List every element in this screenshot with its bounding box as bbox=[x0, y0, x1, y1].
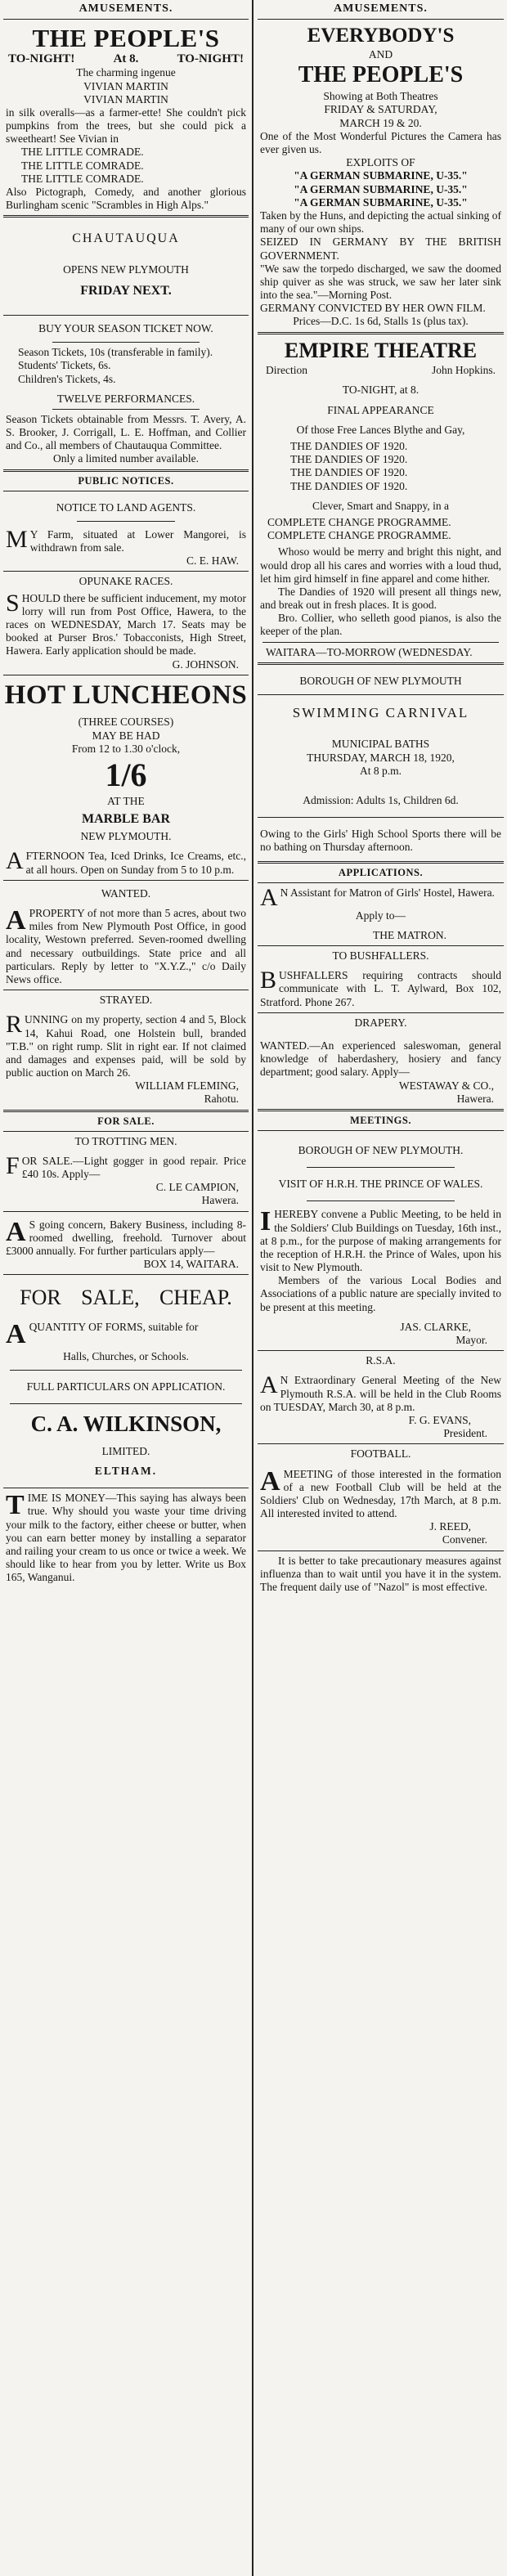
section-header-meetings: MEETINGS. bbox=[349, 1114, 411, 1126]
notice-body: Members of the various Local Bodies and Associations of a public nature are specially invited to be present at this meeting. bbox=[260, 1274, 501, 1313]
notice-title: FOOTBALL. bbox=[350, 1447, 411, 1461]
notice-prince-of-wales bbox=[258, 1131, 504, 1350]
signature: THE MATRON. bbox=[373, 928, 446, 941]
ad-line: FRIDAY & SATURDAY, bbox=[324, 103, 437, 116]
drop-cap: A bbox=[260, 1465, 280, 1497]
ad-title: THE PEOPLE'S bbox=[32, 23, 220, 52]
notice-body: MEETING of those interested in the formation of a new Football Club will be held at the Soldiers' Club on Wednesday, 17th March, at 8 p.m. All interested invited to attend. bbox=[260, 1467, 501, 1520]
ad-body: "We saw the torpedo discharged, we saw the doomed ship quiver as she was struck, we saw her later sink into the sea."—Morning Post. bbox=[260, 262, 501, 302]
ad-swimming-carnival bbox=[258, 665, 504, 861]
tonight-left: TO-NIGHT! bbox=[8, 52, 75, 66]
signature: JAS. CLARKE, bbox=[400, 1320, 471, 1333]
ad-line: OPENS NEW PLYMOUTH bbox=[63, 263, 189, 276]
ad-line: LIMITED. bbox=[101, 1444, 150, 1457]
ad-title-row bbox=[10, 1285, 242, 1310]
ad-line: "A GERMAN SUBMARINE, U-35." bbox=[294, 169, 468, 182]
ad-line: THE DANDIES OF 1920. bbox=[290, 466, 408, 479]
ad-nazol bbox=[258, 1551, 504, 1598]
title-word: SALE, bbox=[81, 1286, 140, 1310]
drop-cap: T bbox=[6, 1490, 25, 1521]
ad-body: IME IS MONEY—This saying has always been true. Why should you waste your time driving your milk to the factory, either cheese or butter, when you can earn better money by installing a separator and railing your cream to us once or twice a week. We should like to hear from you by letter. Write us Box 165, Wanganui. bbox=[6, 1492, 246, 1584]
ad-body: GERMANY CONVICTED BY HER OWN FILM. bbox=[260, 302, 486, 315]
ad-line: THE LITTLE COMRADE. bbox=[21, 172, 144, 185]
tonight-mid: At 8. bbox=[113, 52, 139, 66]
ad-body: OR SALE.—Light gogger in good repair. Price £40 10s. Apply— bbox=[21, 1154, 246, 1181]
ad-body: PROPERTY of not more than 5 acres, about two miles from New Plymouth Post Office, in good locality, Westown preferred. Seven-roomed dwelling and necessary outbuildings. State price and all particulars. Reply by letter to "X.Y.Z.," c/o Daily News office. bbox=[6, 907, 246, 985]
drop-cap: R bbox=[6, 1011, 23, 1039]
ad-title: TO BUSHFALLERS. bbox=[332, 949, 429, 963]
title-word: CHEAP. bbox=[159, 1286, 232, 1310]
notice-title: NOTICE TO LAND AGENTS. bbox=[56, 500, 196, 514]
notice-opunake bbox=[3, 572, 249, 674]
ad-trotting bbox=[3, 1132, 249, 1211]
ad-tonight-row bbox=[8, 52, 244, 66]
ad-body: Taken by the Huns, and depicting the actual sinking of many of our own ships. bbox=[260, 209, 501, 236]
ad-line: Only a limited number available. bbox=[52, 452, 200, 465]
ad-title: WANTED. bbox=[101, 886, 151, 900]
ad-line: FINAL APPEARANCE bbox=[327, 403, 434, 416]
section-header-public-notices: PUBLIC NOTICES. bbox=[78, 474, 174, 487]
ad-body: Bro. Collier, who selleth good pianos, is also the keeper of the plan. bbox=[260, 612, 501, 638]
tonight-right: TO-NIGHT! bbox=[177, 52, 244, 66]
ad-luncheons bbox=[3, 675, 249, 880]
ad-line: EXPLOITS OF bbox=[346, 156, 415, 169]
signature: C. LE CAMPION, bbox=[155, 1181, 239, 1194]
ad-line: VIVIAN MARTIN bbox=[83, 79, 168, 92]
ad-title: STRAYED. bbox=[99, 994, 153, 1007]
section-header-applications: APPLICATIONS. bbox=[338, 866, 424, 878]
ad-chautauqua bbox=[3, 218, 249, 469]
drop-cap: S bbox=[6, 589, 20, 617]
ad-line: FRIDAY NEXT. bbox=[80, 283, 172, 298]
ad-peoples bbox=[3, 20, 249, 216]
notice-body: Y Farm, situated at Lower Mangorei, is withdrawn from sale. bbox=[29, 527, 246, 554]
ad-line: COMPLETE CHANGE PROGRAMME. bbox=[267, 515, 451, 528]
ad-body: N Assistant for Matron of Girls' Hostel, Hawera. bbox=[280, 886, 495, 899]
drop-cap: A bbox=[260, 1371, 278, 1399]
ad-body: One of the Most Wonderful Pictures the Camera has ever given us. bbox=[260, 129, 501, 156]
ad-line: FULL PARTICULARS ON APPLICATION. bbox=[26, 1380, 226, 1393]
ad-line: VIVIAN MARTIN bbox=[83, 92, 168, 105]
ad-body: SEIZED IN GERMANY BY THE BRITISH GOVERNMENT. bbox=[260, 236, 501, 262]
ad-line: THE DANDIES OF 1920. bbox=[290, 440, 408, 452]
ad-line: MAY BE HAD bbox=[92, 729, 160, 742]
signature: BOX 14, WAITARA. bbox=[143, 1258, 239, 1271]
ad-line: The charming ingenue bbox=[76, 66, 176, 79]
drop-cap: A bbox=[6, 1318, 26, 1349]
signature: J. REED, bbox=[429, 1520, 471, 1533]
notice-rsa bbox=[258, 1351, 504, 1443]
ad-body: It is better to take precautionary measures against influenza than to wait until you have it in the system. The frequent daily use of "Nazol" is most effective. bbox=[260, 1554, 501, 1594]
ad-everybodys bbox=[258, 20, 504, 332]
ad-line: THE DANDIES OF 1920. bbox=[290, 453, 408, 466]
ad-title: DRAPERY. bbox=[354, 1016, 407, 1029]
ad-line: NEW PLYMOUTH. bbox=[80, 830, 172, 843]
column-divider bbox=[252, 0, 254, 2576]
ad-line: THE DANDIES OF 1920. bbox=[290, 479, 408, 492]
notice-land-agents bbox=[3, 491, 249, 572]
place: Rahotu. bbox=[204, 1093, 239, 1106]
ad-title: EVERYBODY'S bbox=[307, 24, 455, 47]
ad-line: Clever, Smart and Snappy, in a bbox=[312, 499, 449, 512]
ad-body: UNNING on my property, section 4 and 5, Block 14, Kahui Road, one Holstein bull, branded "T.B." on right rump. Slit in right ear. If not claimed and damages and expenses paid, will be sold by public auction on March 26. bbox=[6, 1013, 246, 1079]
place: Hawera. bbox=[456, 1092, 494, 1105]
ad-strayed bbox=[3, 990, 249, 1110]
ad-line: "A GERMAN SUBMARINE, U-35." bbox=[294, 195, 468, 209]
drop-cap: F bbox=[6, 1151, 20, 1179]
ad-empire bbox=[258, 334, 504, 662]
ad-body: Whoso would be merry and bright this night, and would drop all his cares and worries with a loud thud, let him gird himself in fine apparel and come hither. bbox=[260, 545, 501, 585]
notice-title: R.S.A. bbox=[366, 1354, 396, 1367]
ad-line: THE LITTLE COMRADE. bbox=[21, 159, 144, 172]
ad-line: At 8 p.m. bbox=[359, 764, 402, 777]
ad-body: Owing to the Girls' High School Sports there will be no bathing on Thursday afternoon. bbox=[260, 828, 501, 854]
ad-line: Prices—D.C. 1s 6d, Stalls 1s (plus tax). bbox=[293, 315, 469, 328]
ad-direction-row bbox=[266, 364, 496, 377]
ad-wanted bbox=[3, 881, 249, 990]
ad-body: FTERNOON Tea, Iced Drinks, Ice Creams, etc., at all hours. Open on Sunday from 5 to 10 p.m. bbox=[25, 850, 246, 876]
drop-cap: A bbox=[260, 883, 278, 911]
ad-line: MARBLE BAR bbox=[81, 812, 170, 827]
notice-body: N Extraordinary General Meeting of the New Plymouth R.S.A. will be held in the Club Rooms on TUESDAY, March 30, at 8 p.m. bbox=[260, 1374, 501, 1413]
ad-title: SWIMMING CARNIVAL bbox=[292, 705, 469, 720]
drop-cap: B bbox=[260, 967, 277, 994]
drop-cap: I bbox=[260, 1206, 271, 1237]
ad-line: MARCH 19 & 20. bbox=[339, 116, 422, 129]
ad-line: BOROUGH OF NEW PLYMOUTH bbox=[299, 674, 462, 687]
left-column bbox=[3, 0, 249, 2576]
place: Hawera. bbox=[201, 1194, 239, 1207]
ad-line: TWELVE PERFORMANCES. bbox=[56, 392, 195, 405]
ad-line: THE LITTLE COMRADE. bbox=[21, 146, 144, 159]
signature: F. G. EVANS, bbox=[408, 1413, 471, 1426]
signature: WILLIAM FLEMING, bbox=[135, 1079, 239, 1093]
ad-line: Admission: Adults 1s, Children 6d. bbox=[303, 793, 459, 806]
ad-time-is-money bbox=[3, 1488, 249, 1587]
ad-body: WAITARA—TO-MORROW (WEDNESDAY. bbox=[266, 645, 473, 658]
ad-body: in silk overalls—as a farmer-ette! She couldn't pick pumpkins from the trees, but she could pick a sweetheart! See Vivian in bbox=[6, 105, 246, 146]
ad-body: QUANTITY OF FORMS, suitable for bbox=[29, 1320, 199, 1333]
ad-title: TO TROTTING MEN. bbox=[74, 1134, 177, 1147]
drop-cap: M bbox=[6, 525, 28, 553]
ad-title: EMPIRE THEATRE bbox=[284, 338, 478, 362]
company-name: C. A. WILKINSON, bbox=[30, 1411, 222, 1437]
director-name: John Hopkins. bbox=[431, 364, 496, 377]
ad-body: Season Tickets obtainable from Messrs. T. Avery, A. S. Brooker, J. Corrigall, L. E. Hoffman, and Collier and Co., all members of Chautauqua Committee. bbox=[6, 412, 246, 452]
section-header-amusements: AMUSEMENTS. bbox=[3, 0, 249, 20]
notice-title: VISIT OF H.R.H. THE PRINCE OF WALES. bbox=[278, 1178, 483, 1191]
role: Convener. bbox=[442, 1533, 487, 1546]
drop-cap: A bbox=[6, 905, 26, 936]
ad-title: CHAUTAUQUA bbox=[72, 231, 180, 246]
role: President. bbox=[443, 1427, 487, 1440]
ad-line: AND bbox=[368, 48, 393, 61]
signature: WESTAWAY & CO., bbox=[398, 1079, 494, 1092]
ad-line: From 12 to 1.30 o'clock, bbox=[71, 742, 181, 755]
ad-title: THE PEOPLE'S bbox=[298, 62, 464, 88]
drop-cap: A bbox=[6, 1216, 26, 1247]
notice-body: HOULD there be sufficient inducement, my motor lorry will run from Post Office, Hawera, to the races on WEDNESDAY, March 17. Seats may be booked at Purser Bros.' Tobacconists, High Street, Hawera. Early application should be made. bbox=[6, 591, 246, 657]
ad-line: Showing at Both Theatres bbox=[323, 90, 438, 103]
title-word: FOR bbox=[20, 1286, 61, 1310]
ad-body: S going concern, Bakery Business, including 8-roomed dwelling, freehold. Turnover about £3000 annually. For further particulars apply— bbox=[6, 1218, 246, 1257]
ad-body: Also Pictograph, Comedy, and another glorious Burlingham scenic "Scrambles in High Alps." bbox=[6, 186, 246, 212]
ad-line: Children's Tickets, 4s. bbox=[18, 372, 116, 385]
direction-label: Direction bbox=[266, 364, 307, 377]
notice-title: OPUNAKE RACES. bbox=[79, 575, 173, 588]
ad-line: COMPLETE CHANGE PROGRAMME. bbox=[267, 529, 451, 542]
role: Mayor. bbox=[455, 1334, 487, 1347]
ad-line: TO-NIGHT, at 8. bbox=[342, 384, 420, 397]
signature: G. JOHNSON. bbox=[172, 657, 239, 671]
ad-line: Halls, Churches, or Schools. bbox=[63, 1349, 189, 1362]
section-header-for-sale: FOR SALE. bbox=[97, 1115, 155, 1127]
right-column bbox=[258, 0, 504, 2576]
ad-bushfallers bbox=[258, 946, 504, 1012]
section-header-amusements: AMUSEMENTS. bbox=[258, 0, 504, 20]
notice-body: HEREBY convene a Public Meeting, to be held in the Soldiers' Club Buildings on Tuesday, 16th inst., at 8 p.m., for the purpose of making arrangements for the reception of H.R.H. the Prince of Wales, upon his visit to New Plymouth. bbox=[260, 1208, 501, 1274]
ad-matron bbox=[258, 883, 504, 946]
ad-line: Season Tickets, 10s (transferable in family). bbox=[18, 346, 213, 359]
ad-line: AT THE bbox=[107, 794, 145, 807]
price: 1/6 bbox=[105, 756, 147, 793]
ad-title: HOT LUNCHEONS bbox=[4, 680, 248, 710]
drop-cap: A bbox=[6, 847, 24, 875]
ad-line: MUNICIPAL BATHS bbox=[331, 738, 430, 751]
ad-line: ELTHAM. bbox=[94, 1464, 158, 1477]
ad-line: Students' Tickets, 6s. bbox=[18, 359, 111, 372]
signature: C. E. HAW. bbox=[186, 554, 239, 568]
ad-body: WANTED.—An experienced saleswoman, general knowledge of haberdashery, hosiery and fancy department; good salary. Apply— bbox=[260, 1039, 501, 1079]
ad-body: USHFALLERS requiring contracts should communicate with L. T. Aylward, Box 102, Stratford. Phone 267. bbox=[260, 969, 501, 1008]
ad-line: Of those Free Lances Blythe and Gay, bbox=[296, 423, 465, 436]
ad-forms bbox=[3, 1275, 249, 1488]
ad-line: "A GERMAN SUBMARINE, U-35." bbox=[294, 182, 468, 195]
ad-drapery bbox=[258, 1013, 504, 1109]
ad-line: (THREE COURSES) bbox=[78, 716, 174, 729]
ad-line: BUY YOUR SEASON TICKET NOW. bbox=[38, 321, 213, 334]
ad-line: THURSDAY, MARCH 18, 1920, bbox=[307, 751, 455, 764]
notice-title: BOROUGH OF NEW PLYMOUTH. bbox=[298, 1143, 464, 1156]
ad-body: The Dandies of 1920 will present all things new, and break out in fresh places. It is good. bbox=[260, 585, 501, 612]
ad-bakery bbox=[3, 1212, 249, 1275]
notice-football bbox=[258, 1444, 504, 1550]
ad-line: Apply to— bbox=[355, 909, 406, 922]
